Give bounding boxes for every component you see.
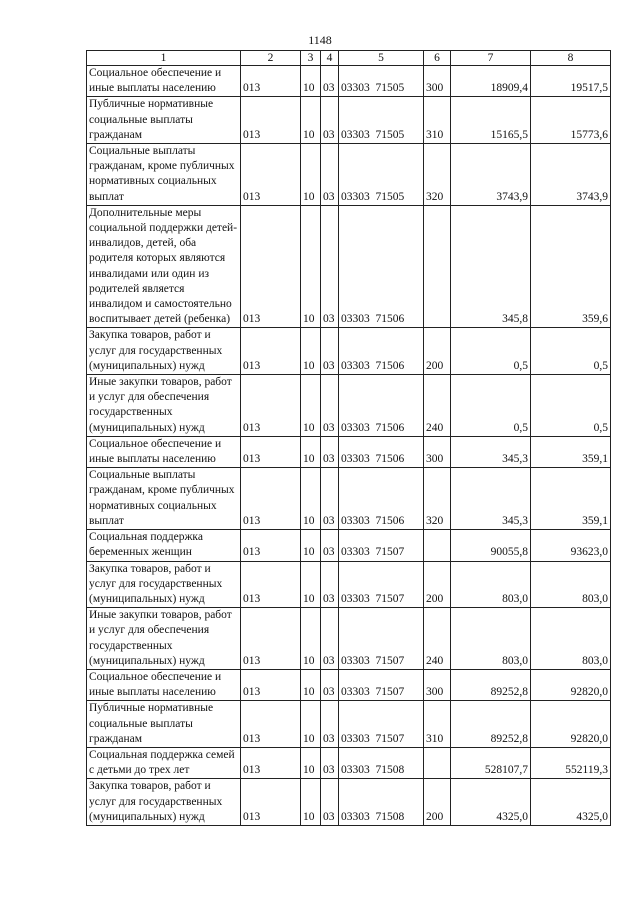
amount-year-2: 4325,0 — [531, 779, 611, 826]
ministry-code: 013 — [241, 779, 301, 826]
expense-type-code: 300 — [424, 436, 451, 467]
column-number: 5 — [339, 51, 424, 66]
subsection-code: 03 — [321, 205, 339, 328]
table-row — [87, 144, 611, 206]
column-number: 3 — [301, 51, 321, 66]
expense-type-code — [424, 530, 451, 561]
expense-name: Социальная поддержка семей с детьми до трех лет — [87, 747, 241, 778]
target-article-code: 03303 71506 — [339, 205, 424, 328]
column-number-row — [87, 51, 611, 66]
ministry-code: 013 — [241, 561, 301, 608]
section-code: 10 — [301, 144, 321, 206]
table-row — [87, 608, 611, 670]
target-article-code: 03303 71507 — [339, 608, 424, 670]
section-code: 10 — [301, 530, 321, 561]
section-code: 10 — [301, 747, 321, 778]
ministry-code: 013 — [241, 97, 301, 144]
ministry-code: 013 — [241, 328, 301, 375]
ministry-code: 013 — [241, 701, 301, 748]
table-row — [87, 561, 611, 608]
subsection-code: 03 — [321, 97, 339, 144]
amount-year-1: 345,8 — [451, 205, 531, 328]
expense-name: Социальное обеспечение и иные выплаты населению — [87, 669, 241, 700]
column-number: 6 — [424, 51, 451, 66]
expense-type-code: 320 — [424, 144, 451, 206]
expense-name: Закупка товаров, работ и услуг для государственных (муниципальных) нужд — [87, 328, 241, 375]
expense-name: Социальное обеспечение и иные выплаты населению — [87, 436, 241, 467]
ministry-code: 013 — [241, 205, 301, 328]
budget-table — [86, 50, 611, 826]
expense-name: Закупка товаров, работ и услуг для государственных (муниципальных) нужд — [87, 779, 241, 826]
amount-year-2: 803,0 — [531, 561, 611, 608]
ministry-code: 013 — [241, 530, 301, 561]
expense-name: Закупка товаров, работ и услуг для государственных (муниципальных) нужд — [87, 561, 241, 608]
amount-year-1: 0,5 — [451, 375, 531, 437]
amount-year-1: 90055,8 — [451, 530, 531, 561]
ministry-code: 013 — [241, 66, 301, 97]
table-row — [87, 328, 611, 375]
table-row — [87, 66, 611, 97]
expense-type-code: 300 — [424, 66, 451, 97]
section-code: 10 — [301, 375, 321, 437]
amount-year-1: 345,3 — [451, 436, 531, 467]
amount-year-1: 89252,8 — [451, 701, 531, 748]
section-code: 10 — [301, 328, 321, 375]
subsection-code: 03 — [321, 66, 339, 97]
amount-year-2: 803,0 — [531, 608, 611, 670]
section-code: 10 — [301, 205, 321, 328]
amount-year-1: 4325,0 — [451, 779, 531, 826]
ministry-code: 013 — [241, 375, 301, 437]
subsection-code: 03 — [321, 468, 339, 530]
expense-type-code: 240 — [424, 375, 451, 437]
table-row — [87, 779, 611, 826]
target-article-code: 03303 71508 — [339, 747, 424, 778]
section-code: 10 — [301, 97, 321, 144]
expense-type-code: 240 — [424, 608, 451, 670]
expense-type-code: 200 — [424, 779, 451, 826]
target-article-code: 03303 71507 — [339, 530, 424, 561]
section-code: 10 — [301, 436, 321, 467]
expense-name: Социальные выплаты гражданам, кроме публичных нормативных социальных выплат — [87, 144, 241, 206]
amount-year-1: 3743,9 — [451, 144, 531, 206]
target-article-code: 03303 71506 — [339, 436, 424, 467]
subsection-code: 03 — [321, 436, 339, 467]
amount-year-2: 359,6 — [531, 205, 611, 328]
amount-year-2: 92820,0 — [531, 701, 611, 748]
expense-name: Социальное обеспечение и иные выплаты населению — [87, 66, 241, 97]
expense-type-code: 320 — [424, 468, 451, 530]
target-article-code: 03303 71505 — [339, 144, 424, 206]
expense-type-code — [424, 205, 451, 328]
subsection-code: 03 — [321, 328, 339, 375]
ministry-code: 013 — [241, 608, 301, 670]
subsection-code: 03 — [321, 561, 339, 608]
target-article-code: 03303 71506 — [339, 375, 424, 437]
amount-year-1: 15165,5 — [451, 97, 531, 144]
expense-type-code: 310 — [424, 97, 451, 144]
table-row — [87, 436, 611, 467]
amount-year-2: 92820,0 — [531, 669, 611, 700]
ministry-code: 013 — [241, 144, 301, 206]
section-code: 10 — [301, 779, 321, 826]
expense-name: Иные закупки товаров, работ и услуг для обеспечения государственных (муниципальных) нужд — [87, 375, 241, 437]
column-number: 1 — [87, 51, 241, 66]
target-article-code: 03303 71506 — [339, 468, 424, 530]
subsection-code: 03 — [321, 530, 339, 561]
expense-type-code: 200 — [424, 561, 451, 608]
amount-year-2: 15773,6 — [531, 97, 611, 144]
table-row — [87, 747, 611, 778]
table-row — [87, 97, 611, 144]
amount-year-2: 359,1 — [531, 436, 611, 467]
section-code: 10 — [301, 701, 321, 748]
section-code: 10 — [301, 561, 321, 608]
expense-type-code: 310 — [424, 701, 451, 748]
ministry-code: 013 — [241, 436, 301, 467]
column-number: 8 — [531, 51, 611, 66]
expense-type-code — [424, 747, 451, 778]
amount-year-1: 528107,7 — [451, 747, 531, 778]
column-number: 4 — [321, 51, 339, 66]
subsection-code: 03 — [321, 747, 339, 778]
expense-name: Публичные нормативные социальные выплаты гражданам — [87, 97, 241, 144]
amount-year-2: 93623,0 — [531, 530, 611, 561]
subsection-code: 03 — [321, 669, 339, 700]
amount-year-2: 0,5 — [531, 375, 611, 437]
expense-type-code: 300 — [424, 669, 451, 700]
table-row — [87, 375, 611, 437]
ministry-code: 013 — [241, 747, 301, 778]
target-article-code: 03303 71506 — [339, 328, 424, 375]
amount-year-2: 359,1 — [531, 468, 611, 530]
amount-year-2: 0,5 — [531, 328, 611, 375]
amount-year-1: 0,5 — [451, 328, 531, 375]
target-article-code: 03303 71505 — [339, 66, 424, 97]
target-article-code: 03303 71507 — [339, 701, 424, 748]
target-article-code: 03303 71508 — [339, 779, 424, 826]
column-number: 2 — [241, 51, 301, 66]
section-code: 10 — [301, 608, 321, 670]
expense-name: Иные закупки товаров, работ и услуг для обеспечения государственных (муниципальных) нужд — [87, 608, 241, 670]
amount-year-2: 19517,5 — [531, 66, 611, 97]
target-article-code: 03303 71507 — [339, 669, 424, 700]
target-article-code: 03303 71505 — [339, 97, 424, 144]
section-code: 10 — [301, 468, 321, 530]
column-number: 7 — [451, 51, 531, 66]
amount-year-1: 18909,4 — [451, 66, 531, 97]
amount-year-1: 89252,8 — [451, 669, 531, 700]
expense-name: Публичные нормативные социальные выплаты гражданам — [87, 701, 241, 748]
table-row — [87, 701, 611, 748]
subsection-code: 03 — [321, 701, 339, 748]
amount-year-2: 552119,3 — [531, 747, 611, 778]
table-row — [87, 205, 611, 328]
table-row — [87, 468, 611, 530]
section-code: 10 — [301, 669, 321, 700]
expense-type-code: 200 — [424, 328, 451, 375]
subsection-code: 03 — [321, 144, 339, 206]
ministry-code: 013 — [241, 669, 301, 700]
expense-name: Социальные выплаты гражданам, кроме публичных нормативных социальных выплат — [87, 468, 241, 530]
amount-year-1: 345,3 — [451, 468, 531, 530]
amount-year-1: 803,0 — [451, 561, 531, 608]
page-number: 1148 — [308, 33, 332, 47]
subsection-code: 03 — [321, 375, 339, 437]
expense-name: Социальная поддержка беременных женщин — [87, 530, 241, 561]
target-article-code: 03303 71507 — [339, 561, 424, 608]
expense-name: Дополнительные меры социальной поддержки детей-инвалидов, детей, оба родителя которых являются инвалидами или один из родителей является инвалидом и самостоятельно воспитывает детей (ребенка) — [87, 205, 241, 328]
table-row — [87, 530, 611, 561]
amount-year-2: 3743,9 — [531, 144, 611, 206]
amount-year-1: 803,0 — [451, 608, 531, 670]
subsection-code: 03 — [321, 608, 339, 670]
table-row — [87, 669, 611, 700]
ministry-code: 013 — [241, 468, 301, 530]
section-code: 10 — [301, 66, 321, 97]
subsection-code: 03 — [321, 779, 339, 826]
